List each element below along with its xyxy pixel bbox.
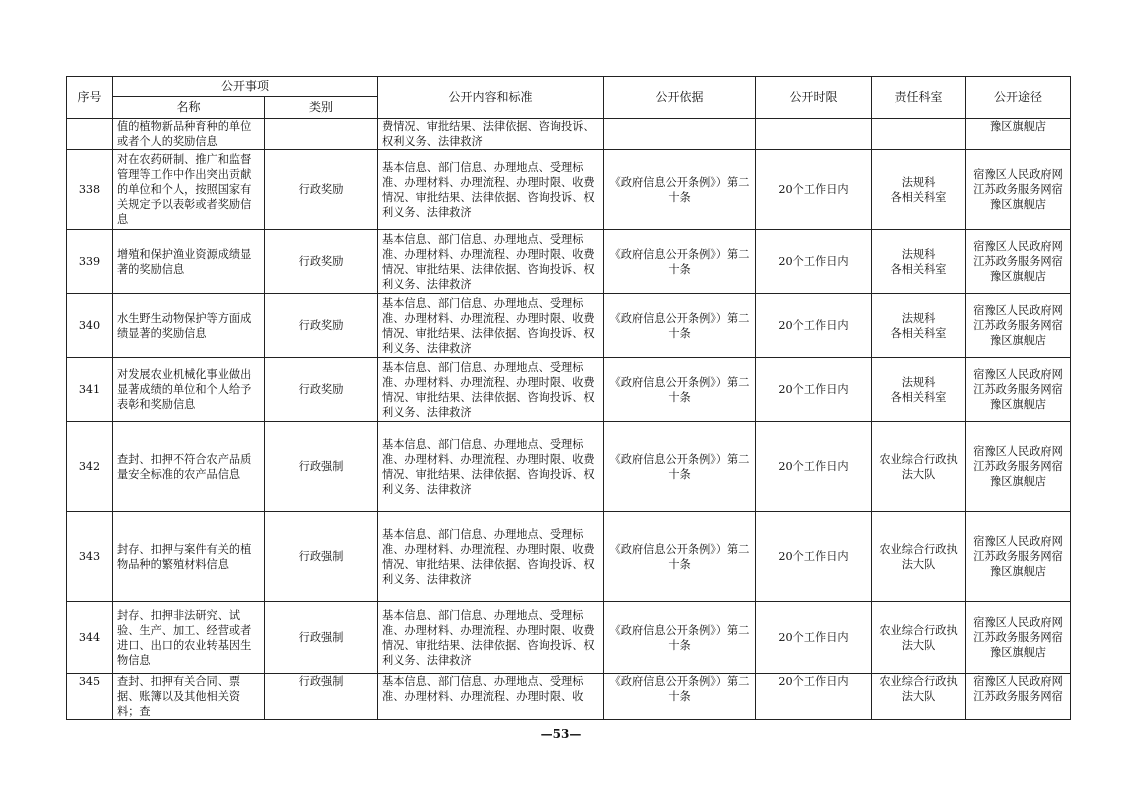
- header-dept: 责任科室: [872, 77, 966, 119]
- row-category: 行政强制: [265, 602, 378, 674]
- row-category: 行政强制: [265, 674, 378, 720]
- row-category: 行政强制: [265, 512, 378, 602]
- table-row: [67, 294, 1071, 358]
- row-basis: 《政府信息公开条例》）第二十条: [604, 230, 756, 294]
- row-name: 水生野生动物保护等方面成绩显著的奖励信息: [113, 294, 265, 358]
- row-dept: 法规科 各相关科室: [872, 358, 966, 422]
- row-channel: 宿豫区人民政府网江苏政务服务网宿豫区旗舰店: [966, 512, 1071, 602]
- row-category: 行政奖励: [265, 358, 378, 422]
- row-basis: 《政府信息公开条例》）第二十条: [604, 602, 756, 674]
- row-name: 封存、扣押非法研究、试验、生产、加工、经营或者进口、出口的农业转基因生物信息: [113, 602, 265, 674]
- row-channel: 宿豫区人民政府网江苏政务服务网宿豫区旗舰店: [966, 602, 1071, 674]
- row-seq: 342: [67, 422, 113, 512]
- row-name: 对发展农业机械化事业做出显著成绩的单位和个人给予表彰和奖励信息: [113, 358, 265, 422]
- row-basis: 《政府信息公开条例》）第二十条: [604, 674, 756, 720]
- row-content: 基本信息、部门信息、办理地点、受理标准、办理材料、办理流程、办理时限、收费情况、审批结果、法律依据、咨询投诉、权利义务、法律救济: [378, 422, 604, 512]
- row-content: 费情况、审批结果、法律依据、咨询投诉、权利义务、法律救济: [378, 119, 604, 150]
- row-content: 基本信息、部门信息、办理地点、受理标准、办理材料、办理流程、办理时限、收费情况、审批结果、法律依据、咨询投诉、权利义务、法律救济: [378, 602, 604, 674]
- table-row: [67, 602, 1071, 674]
- row-name: 增殖和保护渔业资源成绩显著的奖励信息: [113, 230, 265, 294]
- table-row: [67, 422, 1071, 512]
- row-basis: 《政府信息公开条例》）第二十条: [604, 512, 756, 602]
- row-name: 查封、扣押不符合农产品质量安全标准的农产品信息: [113, 422, 265, 512]
- table-row: [67, 358, 1071, 422]
- row-time-limit: 20个工作日内: [756, 150, 872, 230]
- row-content: 基本信息、部门信息、办理地点、受理标准、办理材料、办理流程、办理时限、收: [378, 674, 604, 720]
- row-basis: 《政府信息公开条例》）第二十条: [604, 422, 756, 512]
- row-seq: 345: [67, 674, 113, 720]
- table-row: [67, 512, 1071, 602]
- row-basis: 《政府信息公开条例》）第二十条: [604, 358, 756, 422]
- row-seq: [67, 119, 113, 150]
- header-content: 公开内容和标准: [378, 77, 604, 119]
- row-time-limit: 20个工作日内: [756, 358, 872, 422]
- row-dept: 农业综合行政执法大队: [872, 512, 966, 602]
- disclosure-table: [66, 76, 1071, 720]
- header-public-item: 公开事项: [113, 77, 378, 97]
- row-dept: 法规科 各相关科室: [872, 150, 966, 230]
- row-time-limit: [756, 119, 872, 150]
- row-seq: 343: [67, 512, 113, 602]
- row-seq: 340: [67, 294, 113, 358]
- row-time-limit: 20个工作日内: [756, 512, 872, 602]
- header-basis: 公开依据: [604, 77, 756, 119]
- row-content: 基本信息、部门信息、办理地点、受理标准、办理材料、办理流程、办理时限、收费情况、审批结果、法律依据、咨询投诉、权利义务、法律救济: [378, 294, 604, 358]
- row-channel: 宿豫区人民政府网江苏政务服务网宿: [966, 674, 1071, 720]
- row-content: 基本信息、部门信息、办理地点、受理标准、办理材料、办理流程、办理时限、收费情况、审批结果、法律依据、咨询投诉、权利义务、法律救济: [378, 358, 604, 422]
- header-seq: 序号: [67, 77, 113, 119]
- row-time-limit: 20个工作日内: [756, 230, 872, 294]
- row-seq: 344: [67, 602, 113, 674]
- row-dept: 农业综合行政执法大队: [872, 422, 966, 512]
- row-category: 行政奖励: [265, 230, 378, 294]
- row-dept: 法规科 各相关科室: [872, 230, 966, 294]
- row-time-limit: 20个工作日内: [756, 422, 872, 512]
- row-channel: 宿豫区人民政府网江苏政务服务网宿豫区旗舰店: [966, 230, 1071, 294]
- table-row: [67, 119, 1071, 150]
- row-name: 封存、扣押与案件有关的植物品种的繁殖材料信息: [113, 512, 265, 602]
- row-time-limit: 20个工作日内: [756, 674, 872, 720]
- header-category: 类别: [265, 97, 378, 119]
- row-seq: 338: [67, 150, 113, 230]
- row-dept: [872, 119, 966, 150]
- row-basis: [604, 119, 756, 150]
- row-channel: 宿豫区人民政府网江苏政务服务网宿豫区旗舰店: [966, 294, 1071, 358]
- row-basis: 《政府信息公开条例》）第二十条: [604, 150, 756, 230]
- row-name: 值的植物新品种育种的单位或者个人的奖励信息: [113, 119, 265, 150]
- row-name: 对在农药研制、推广和监督管理等工作中作出突出贡献的单位和个人，按照国家有关规定予以表彰或者奖励信息: [113, 150, 265, 230]
- row-dept: 农业综合行政执法大队: [872, 602, 966, 674]
- header-channel: 公开途径: [966, 77, 1071, 119]
- row-category: 行政强制: [265, 422, 378, 512]
- row-basis: 《政府信息公开条例》）第二十条: [604, 294, 756, 358]
- row-seq: 339: [67, 230, 113, 294]
- row-content: 基本信息、部门信息、办理地点、受理标准、办理材料、办理流程、办理时限、收费情况、审批结果、法律依据、咨询投诉、权利义务、法律救济: [378, 150, 604, 230]
- row-time-limit: 20个工作日内: [756, 602, 872, 674]
- row-category: 行政奖励: [265, 150, 378, 230]
- row-content: 基本信息、部门信息、办理地点、受理标准、办理材料、办理流程、办理时限、收费情况、审批结果、法律依据、咨询投诉、权利义务、法律救济: [378, 512, 604, 602]
- header-time-limit: 公开时限: [756, 77, 872, 119]
- row-content: 基本信息、部门信息、办理地点、受理标准、办理材料、办理流程、办理时限、收费情况、审批结果、法律依据、咨询投诉、权利义务、法律救济: [378, 230, 604, 294]
- row-channel: 宿豫区人民政府网江苏政务服务网宿豫区旗舰店: [966, 358, 1071, 422]
- table-row: [67, 150, 1071, 230]
- row-channel: 宿豫区人民政府网江苏政务服务网宿豫区旗舰店: [966, 150, 1071, 230]
- row-category: 行政奖励: [265, 294, 378, 358]
- table-row: [67, 674, 1071, 720]
- row-channel: 豫区旗舰店: [966, 119, 1071, 150]
- row-seq: 341: [67, 358, 113, 422]
- row-dept: 农业综合行政执法大队: [872, 674, 966, 720]
- page-number: —53—: [540, 727, 582, 741]
- table-row: [67, 230, 1071, 294]
- header-name: 名称: [113, 97, 265, 119]
- row-category: [265, 119, 378, 150]
- row-channel: 宿豫区人民政府网江苏政务服务网宿豫区旗舰店: [966, 422, 1071, 512]
- row-name: 查封、扣押有关合同、票据、账簿以及其他相关资料；查: [113, 674, 265, 720]
- row-dept: 法规科 各相关科室: [872, 294, 966, 358]
- row-time-limit: 20个工作日内: [756, 294, 872, 358]
